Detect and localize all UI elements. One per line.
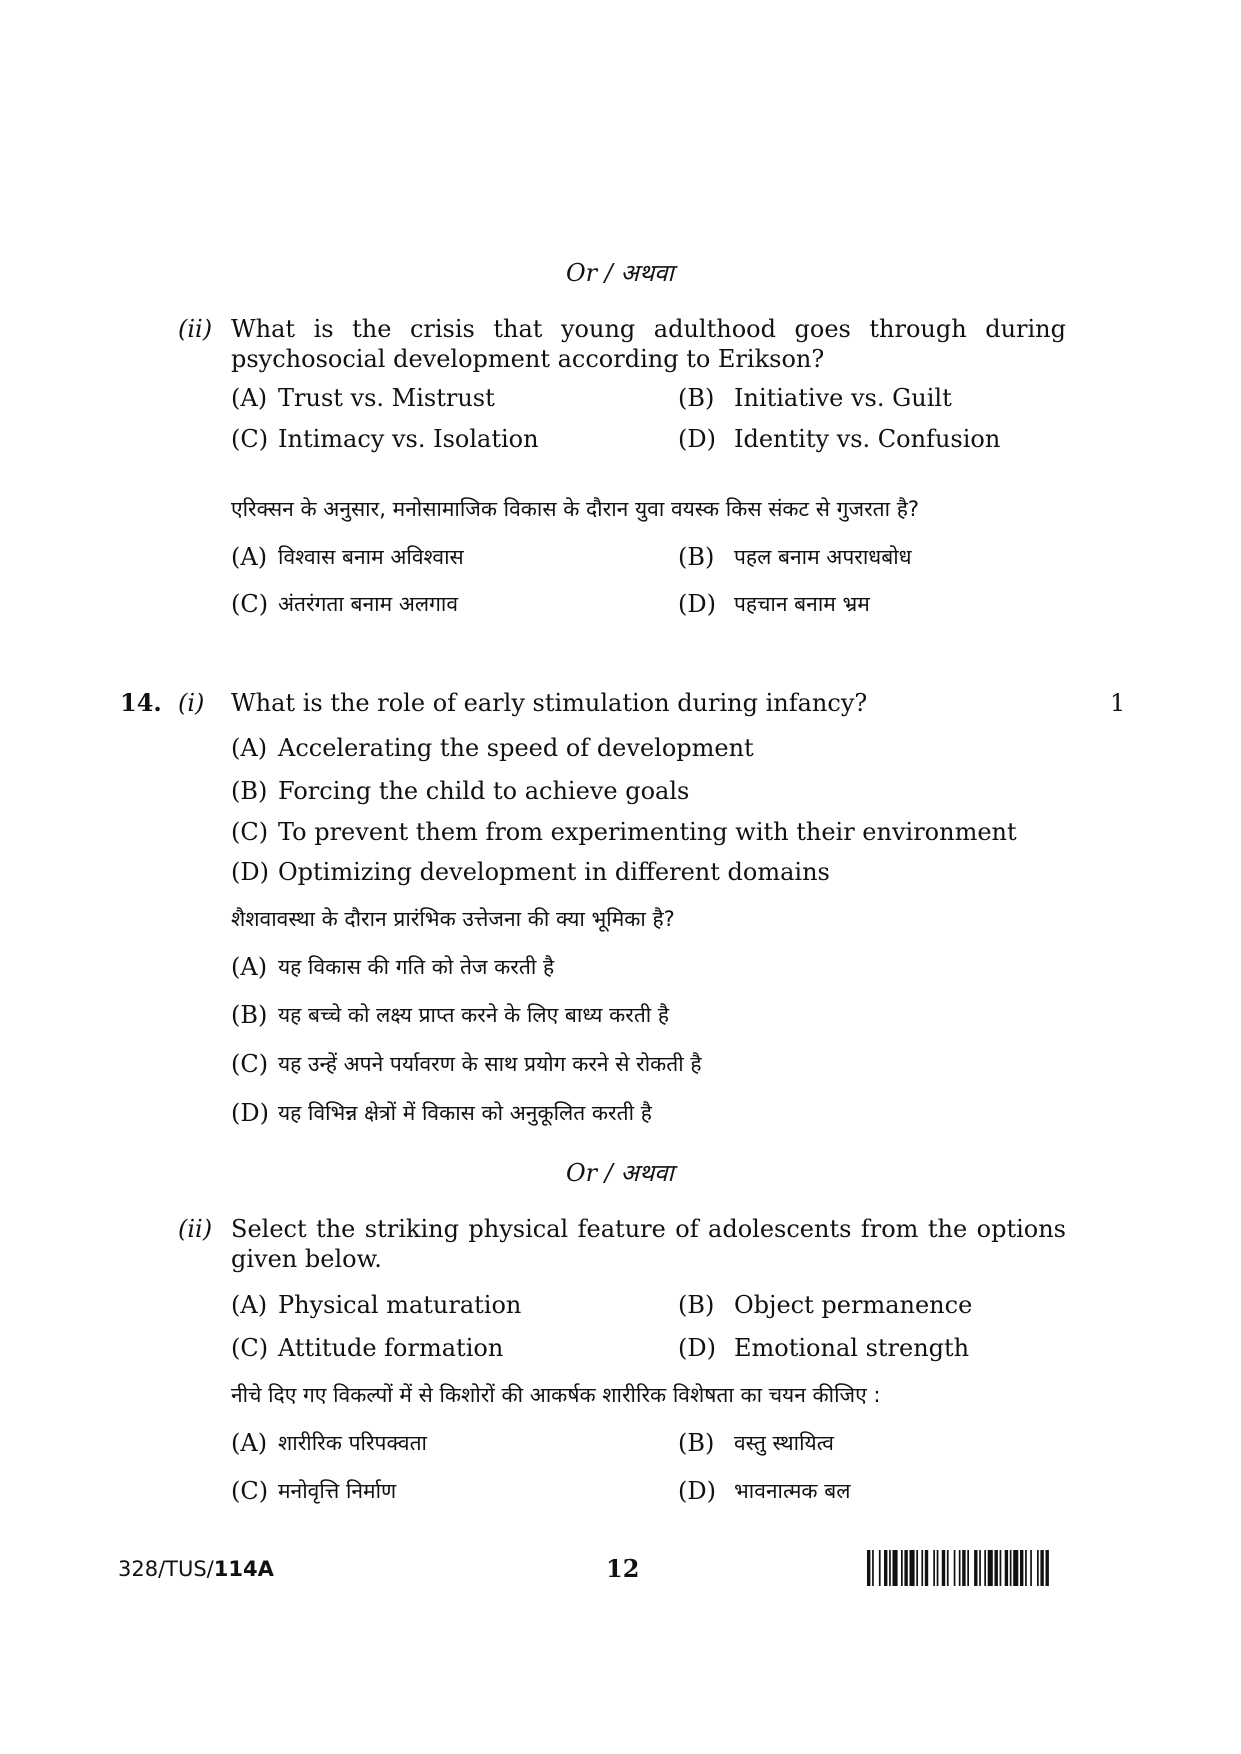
barcode-bar	[1013, 1550, 1018, 1586]
option-text: Attitude formation	[278, 1334, 504, 1362]
barcode-bar	[916, 1550, 918, 1586]
option-letter: (D)	[678, 1477, 716, 1505]
option-text: Accelerating the speed of development	[278, 734, 754, 762]
question-marks: 1	[1110, 689, 1126, 717]
option-text: मनोवृत्ति निर्माण	[278, 1479, 397, 1503]
option-text: Physical maturation	[278, 1291, 522, 1319]
barcode-bar	[889, 1550, 891, 1586]
barcode-bar	[867, 1550, 870, 1586]
question-stem-en: Select the striking physical feature of adolescents from the options given below.	[231, 1215, 1066, 1273]
barcode-bar	[921, 1550, 923, 1586]
barcode-bar	[1046, 1550, 1049, 1586]
barcode-bar	[959, 1550, 961, 1586]
option-text: विश्वास बनाम अविश्वास	[278, 545, 464, 569]
option-text: शारीरिक परिपक्वता	[278, 1431, 427, 1455]
option-letter: (D)	[231, 858, 269, 886]
barcode-bar	[984, 1550, 986, 1586]
question-stem-hi: एरिक्सन के अनुसार, मनोसामाजिक विकास के दौरान युवा वयस्क किस संकट से गुजरता है?	[231, 497, 920, 521]
option-text: अंतरंगता बनाम अलगाव	[278, 592, 459, 616]
option-letter: (C)	[231, 1477, 269, 1505]
question-stem-en: What is the crisis that young adulthood goes through during psychosocial development according to Erikson?	[231, 315, 1066, 373]
barcode-bar	[954, 1550, 956, 1586]
option-letter: (C)	[231, 1334, 269, 1362]
option-text: Initiative vs. Guilt	[734, 384, 952, 412]
barcode-bar	[893, 1550, 898, 1586]
option-letter: (B)	[231, 1001, 268, 1029]
option-letter: (C)	[231, 818, 269, 846]
barcode	[867, 1550, 1129, 1586]
option-letter: (C)	[231, 425, 269, 453]
option-text: पहल बनाम अपराधबोध	[734, 545, 912, 569]
barcode-bar	[962, 1550, 965, 1586]
question-number: 14.	[120, 688, 162, 717]
paper-code	[118, 1554, 274, 1584]
barcode-bar	[1010, 1550, 1012, 1586]
barcode-bar	[1030, 1550, 1032, 1586]
paper-code-prefix: 328/TUS/	[118, 1557, 214, 1581]
option-text: यह विकास की गति को तेज करती है	[278, 955, 555, 979]
option-letter: (B)	[678, 543, 715, 571]
barcode-bar	[879, 1550, 881, 1586]
question-part-label: (ii)	[178, 1215, 213, 1243]
barcode-bar	[884, 1550, 887, 1586]
option-letter: (B)	[231, 777, 268, 805]
option-letter: (D)	[231, 1099, 269, 1127]
barcode-bar	[1005, 1550, 1008, 1586]
option-letter: (A)	[231, 384, 268, 412]
barcode-bar	[1020, 1550, 1023, 1586]
option-letter: (A)	[231, 953, 268, 981]
option-text: Trust vs. Mistrust	[278, 384, 495, 412]
barcode-bar	[947, 1550, 949, 1586]
option-text: Object permanence	[734, 1291, 973, 1319]
option-letter: (C)	[231, 590, 269, 618]
option-text: Forcing the child to achieve goals	[278, 777, 690, 805]
option-text: पहचान बनाम भ्रम	[734, 592, 870, 616]
option-letter: (D)	[678, 590, 716, 618]
barcode-bar	[904, 1550, 907, 1586]
question-part-label: (ii)	[178, 315, 213, 343]
barcode-bar	[1037, 1550, 1039, 1586]
option-letter: (C)	[231, 1050, 269, 1078]
question-stem-en: What is the role of early stimulation during infancy?	[231, 689, 868, 717]
option-text: To prevent them from experimenting with their environment	[278, 818, 1017, 846]
barcode-bar	[901, 1550, 903, 1586]
option-text: Intimacy vs. Isolation	[278, 425, 539, 453]
option-letter: (B)	[678, 1291, 715, 1319]
page-number: 12	[606, 1554, 640, 1583]
question-stem-hi: नीचे दिए गए विकल्पों में से किशोरों की आकर्षक शारीरिक विशेषता का चयन कीजिए :	[231, 1383, 881, 1407]
option-text: वस्तु स्थायित्व	[734, 1431, 834, 1455]
option-text: यह उन्हें अपने पर्यावरण के साथ प्रयोग करने से रोकती है	[278, 1052, 702, 1076]
paper-code-bold: 114A	[213, 1557, 274, 1581]
option-letter: (A)	[231, 734, 268, 762]
or-separator: Or / अथवा	[566, 1159, 674, 1187]
barcode-bar	[942, 1550, 945, 1586]
barcode-bar	[979, 1550, 981, 1586]
option-letter: (A)	[231, 1291, 268, 1319]
barcode-bar	[925, 1550, 928, 1586]
option-letter: (D)	[678, 425, 716, 453]
option-text: Emotional strength	[734, 1334, 970, 1362]
barcode-bar	[933, 1550, 935, 1586]
option-letter: (A)	[231, 543, 268, 571]
barcode-bar	[910, 1550, 915, 1586]
option-text: यह बच्चे को लक्ष्य प्राप्त करने के लिए बाध्य करती है	[278, 1003, 670, 1027]
barcode-bar	[872, 1550, 874, 1586]
barcode-bar	[995, 1550, 998, 1586]
barcode-bar	[974, 1550, 977, 1586]
barcode-bar	[1040, 1550, 1043, 1586]
barcode-bar	[1025, 1550, 1027, 1586]
barcode-bar	[937, 1550, 939, 1586]
option-text: Identity vs. Confusion	[734, 425, 1001, 453]
barcode-bar	[967, 1550, 969, 1586]
option-text: भावनात्मक बल	[734, 1479, 851, 1503]
option-text: यह विभिन्न क्षेत्रों में विकास को अनुकूलित करती है	[278, 1101, 652, 1125]
barcode-bar	[1000, 1550, 1002, 1586]
option-letter: (A)	[231, 1429, 268, 1457]
option-letter: (B)	[678, 384, 715, 412]
question-stem-hi: शैशवावस्था के दौरान प्रारंभिक उत्तेजना की क्या भूमिका है?	[231, 907, 675, 931]
or-separator: Or / अथवा	[566, 259, 674, 287]
barcode-bar	[988, 1550, 993, 1586]
option-letter: (D)	[678, 1334, 716, 1362]
question-part-label: (i)	[178, 689, 205, 717]
option-text: Optimizing development in different domains	[278, 858, 830, 886]
option-letter: (B)	[678, 1429, 715, 1457]
